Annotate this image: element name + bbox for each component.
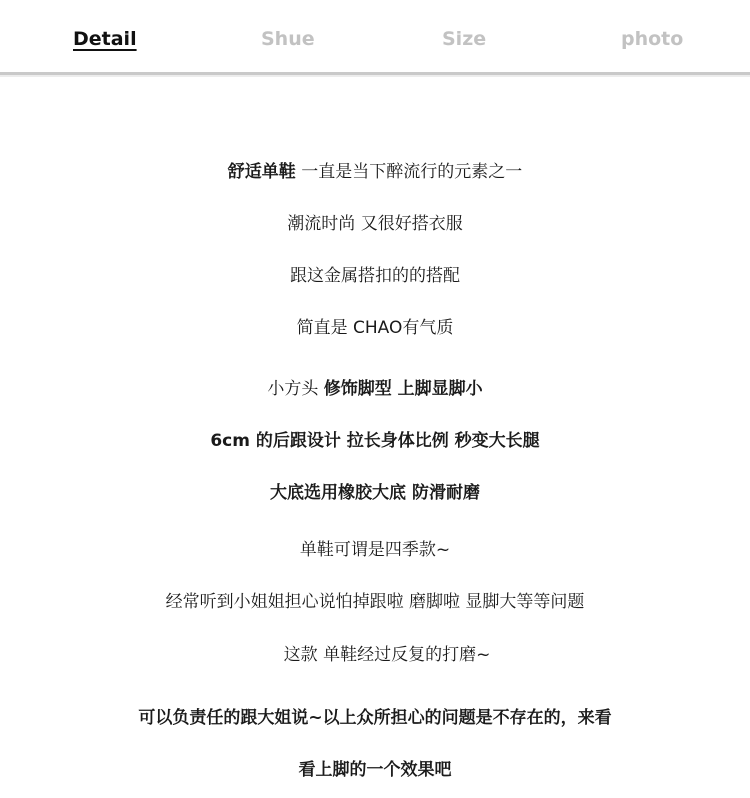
description-line-text: 一直是当下醉流行的元素之一	[295, 162, 523, 182]
description-line-prefix: 舒适单鞋	[227, 162, 296, 182]
description-line-text: 6cm 的后跟设计 拉长身体比例 秒变大长腿	[210, 431, 540, 451]
description-line-text: 潮流时尚 又很好搭衣服	[287, 214, 463, 234]
description-line	[0, 264, 750, 288]
description-line-text: 单鞋可谓是四季款~	[299, 540, 451, 560]
description-line	[0, 377, 750, 401]
description-line	[0, 758, 750, 782]
description-line	[0, 590, 750, 614]
description-line-text: 这款 单鞋经过反复的打磨~	[283, 645, 491, 665]
description-line-prefix: 小方头	[267, 379, 324, 399]
description-line-text: 跟这金属搭扣的的搭配	[290, 266, 460, 286]
description-line-text: 大底选用橡胶大底 防滑耐磨	[270, 483, 480, 503]
tab-detail[interactable]: Detail	[73, 28, 137, 50]
description-line	[0, 160, 750, 184]
description-line-text: 经常听到小姐姐担心说怕掉跟啦 磨脚啦 显脚大等等问题	[165, 592, 585, 612]
tab-size[interactable]: Size	[442, 28, 487, 50]
description-line	[0, 316, 750, 340]
tab-photo[interactable]: photo	[621, 28, 684, 50]
description-line	[0, 481, 750, 505]
description-line	[0, 212, 750, 236]
description-line	[0, 429, 750, 453]
description-line	[0, 538, 750, 562]
description-line-text: 修饰脚型 上脚显脚小	[323, 379, 483, 399]
description-line-text: 看上脚的一个效果吧	[298, 760, 452, 780]
description-line	[0, 706, 750, 730]
description-line-text: 简直是 CHAO有气质	[296, 318, 454, 338]
description-line	[12, 643, 750, 667]
description-line-text: 可以负责任的跟大姐说~以上众所担心的问题是不存在的，来看	[138, 708, 612, 728]
tab-shue[interactable]: Shue	[261, 28, 315, 50]
